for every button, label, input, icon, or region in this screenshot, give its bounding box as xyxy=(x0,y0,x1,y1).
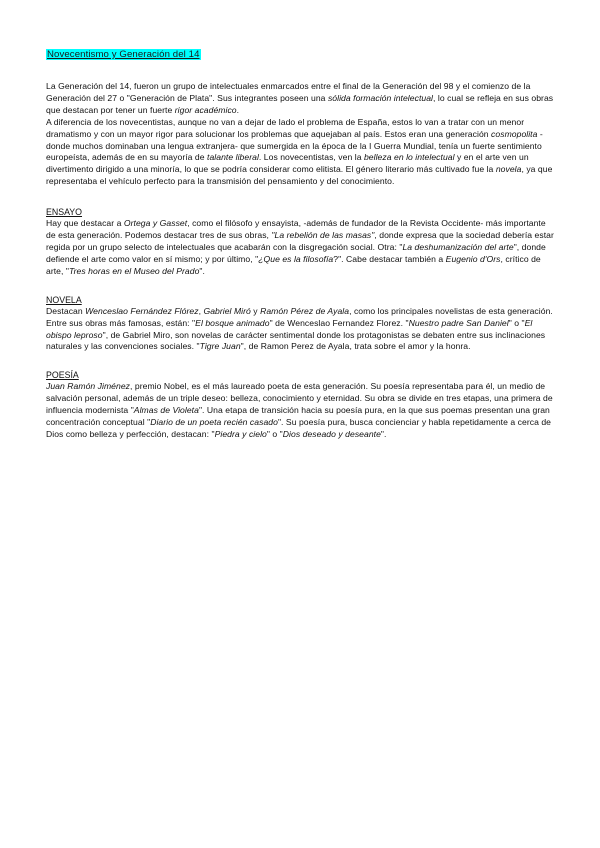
body-text: La Generación del 14, fueron un grupo de intelectuales enmarcados entre el final de la Generación del 98 y el comienzo de la Generación del 27 o "Generación de Plata". Sus integrantes poseen una xyxy=(46,81,531,103)
emphasis-text: Diario de un poeta recién casado xyxy=(150,417,278,428)
body-text: , como los principales novelistas de esta generación. Entre sus obras más famosas, están: " xyxy=(46,305,553,328)
body-text: y en el arte ven un divertimento dirigido a una minoría, lo que se podría considerar como elitista. El género literario más cultivado fue la xyxy=(46,152,529,175)
section-heading-ensayo: ENSAYO xyxy=(46,207,83,218)
emphasis-text: "La rebelión de las masas" xyxy=(271,230,375,241)
body-text: ?". Cabe destacar también a xyxy=(333,253,446,264)
body-text: , premio Nobel, es el más laureado poeta de esta generación. Su poesía representaba para él, un medio de salvación personal, además de un triple deseo: belleza, conocimiento y eternidad. Su obra se divide en tres etapas, una primera de influencia modernista " xyxy=(46,381,553,416)
body-text: ". Su poesía pura, busca concienciar y habla repetidamente a cerca de Dios como belleza y perfección, destacan: " xyxy=(46,417,552,439)
emphasis-text: El bosque animado xyxy=(195,317,270,328)
intro-section xyxy=(46,81,554,188)
section-body-novela xyxy=(46,306,554,354)
emphasis-text: rigor académico xyxy=(174,104,237,115)
emphasis-text: Ramón Pérez de Ayala xyxy=(260,305,350,316)
body-text: -donde muchos dominaban una lengua extranjera- que sumergida en la época de la I Guerra Mundial, tenía un fuerte sentimiento europeísta, además de en su mayoría de xyxy=(46,128,543,163)
emphasis-text: Gabriel Miró xyxy=(203,305,251,316)
emphasis-text: cosmopolita xyxy=(491,128,538,139)
emphasis-text: ¿Que es la filosofía xyxy=(258,253,334,264)
page-title: Novecentismo y Generación del 14 xyxy=(47,49,200,60)
section-heading-poesia: POESÍA xyxy=(46,370,79,381)
body-text: A diferencia de los novecentistas, aunque no van a dejar de lado el problema de España, estos lo van a tratar con un menor dramatismo y con un mayor rigor para solucionar los problemas que aquejaban al país. Estos eran una generación xyxy=(46,116,525,139)
emphasis-text: Ortega y Gasset xyxy=(123,218,188,229)
section-heading-novela: NOVELA xyxy=(46,294,82,305)
emphasis-text: Piedra y cielo xyxy=(214,428,267,439)
body-text: Destacan xyxy=(46,305,86,316)
emphasis-text: La deshumanización del arte xyxy=(402,241,514,252)
body-text: Hay que destacar a xyxy=(46,218,124,229)
body-text: , donde expresa que la sociedad debería estar regida por un grupo selecto de intelectuales que acabarán con la disgregación social. Otra: " xyxy=(46,230,554,252)
emphasis-text: El obispo leproso xyxy=(46,317,533,340)
intro-paragraph-2 xyxy=(46,117,554,188)
body-text: y xyxy=(250,305,261,316)
body-text: , lo cual se refleja en sus obras que destacan por tener un fuerte xyxy=(46,92,554,115)
emphasis-text: sólida formación intelectual xyxy=(327,92,433,103)
emphasis-text: Nuestro padre San Daniel xyxy=(408,317,509,328)
section-ensayo xyxy=(46,207,554,278)
body-text: " o " xyxy=(266,428,283,439)
emphasis-text: Dios deseado y deseante xyxy=(282,428,381,439)
body-text: ", de Gabriel Miro, son novelas de carácter sentimental donde los protagonistas se debaten entre sus inclinaciones naturales y las convenciones sociales. " xyxy=(46,329,546,352)
body-text: " o " xyxy=(508,317,525,328)
body-text: , crítico de arte, " xyxy=(46,253,541,276)
body-text: ". xyxy=(199,265,205,276)
emphasis-text: novela xyxy=(495,164,522,175)
section-poesia xyxy=(46,370,554,441)
emphasis-text: Almas de Violeta xyxy=(133,405,199,416)
section-body-poesia xyxy=(46,381,554,441)
emphasis-text: Tigre Juan xyxy=(199,341,241,352)
body-text: , como el filósofo y ensayista, -además de fundador de la Revista Occidente- más importante de esta generación. Podemos destacar tres de sus obras, xyxy=(46,218,546,241)
emphasis-text: Juan Ramón Jiménez xyxy=(46,381,131,392)
section-body-ensayo xyxy=(46,218,554,278)
body-text: ". Una etapa de transición hacia su poesía pura, en la que sus poemas presentan una gran concentración conceptual " xyxy=(46,405,550,428)
intro-paragraph-1 xyxy=(46,81,554,117)
body-text: , xyxy=(198,305,204,316)
emphasis-text: Tres horas en el Museo del Prado xyxy=(68,265,200,276)
emphasis-text: Eugenio d'Ors xyxy=(445,253,501,264)
body-text: , ya que representaba el vehículo perfecto para la transmisión del pensamiento y del conocimiento. xyxy=(46,164,553,187)
emphasis-text: belleza en lo intelectual xyxy=(363,152,455,163)
body-text: . xyxy=(236,104,240,115)
body-text: . Los novecentistas, ven la xyxy=(258,152,364,163)
body-text: ", donde defiende el arte como valor en sí mismo; y por último, " xyxy=(46,241,546,264)
body-text: " de Wenceslao Fernandez Florez. " xyxy=(269,317,409,328)
body-text: ", de Ramon Perez de Ayala, trata sobre el amor y la honra. xyxy=(240,341,471,352)
body-text: ". xyxy=(380,428,387,439)
emphasis-text: talante liberal xyxy=(207,152,259,163)
emphasis-text: Wenceslao Fernández Flórez xyxy=(85,305,199,316)
section-novela xyxy=(46,295,554,354)
